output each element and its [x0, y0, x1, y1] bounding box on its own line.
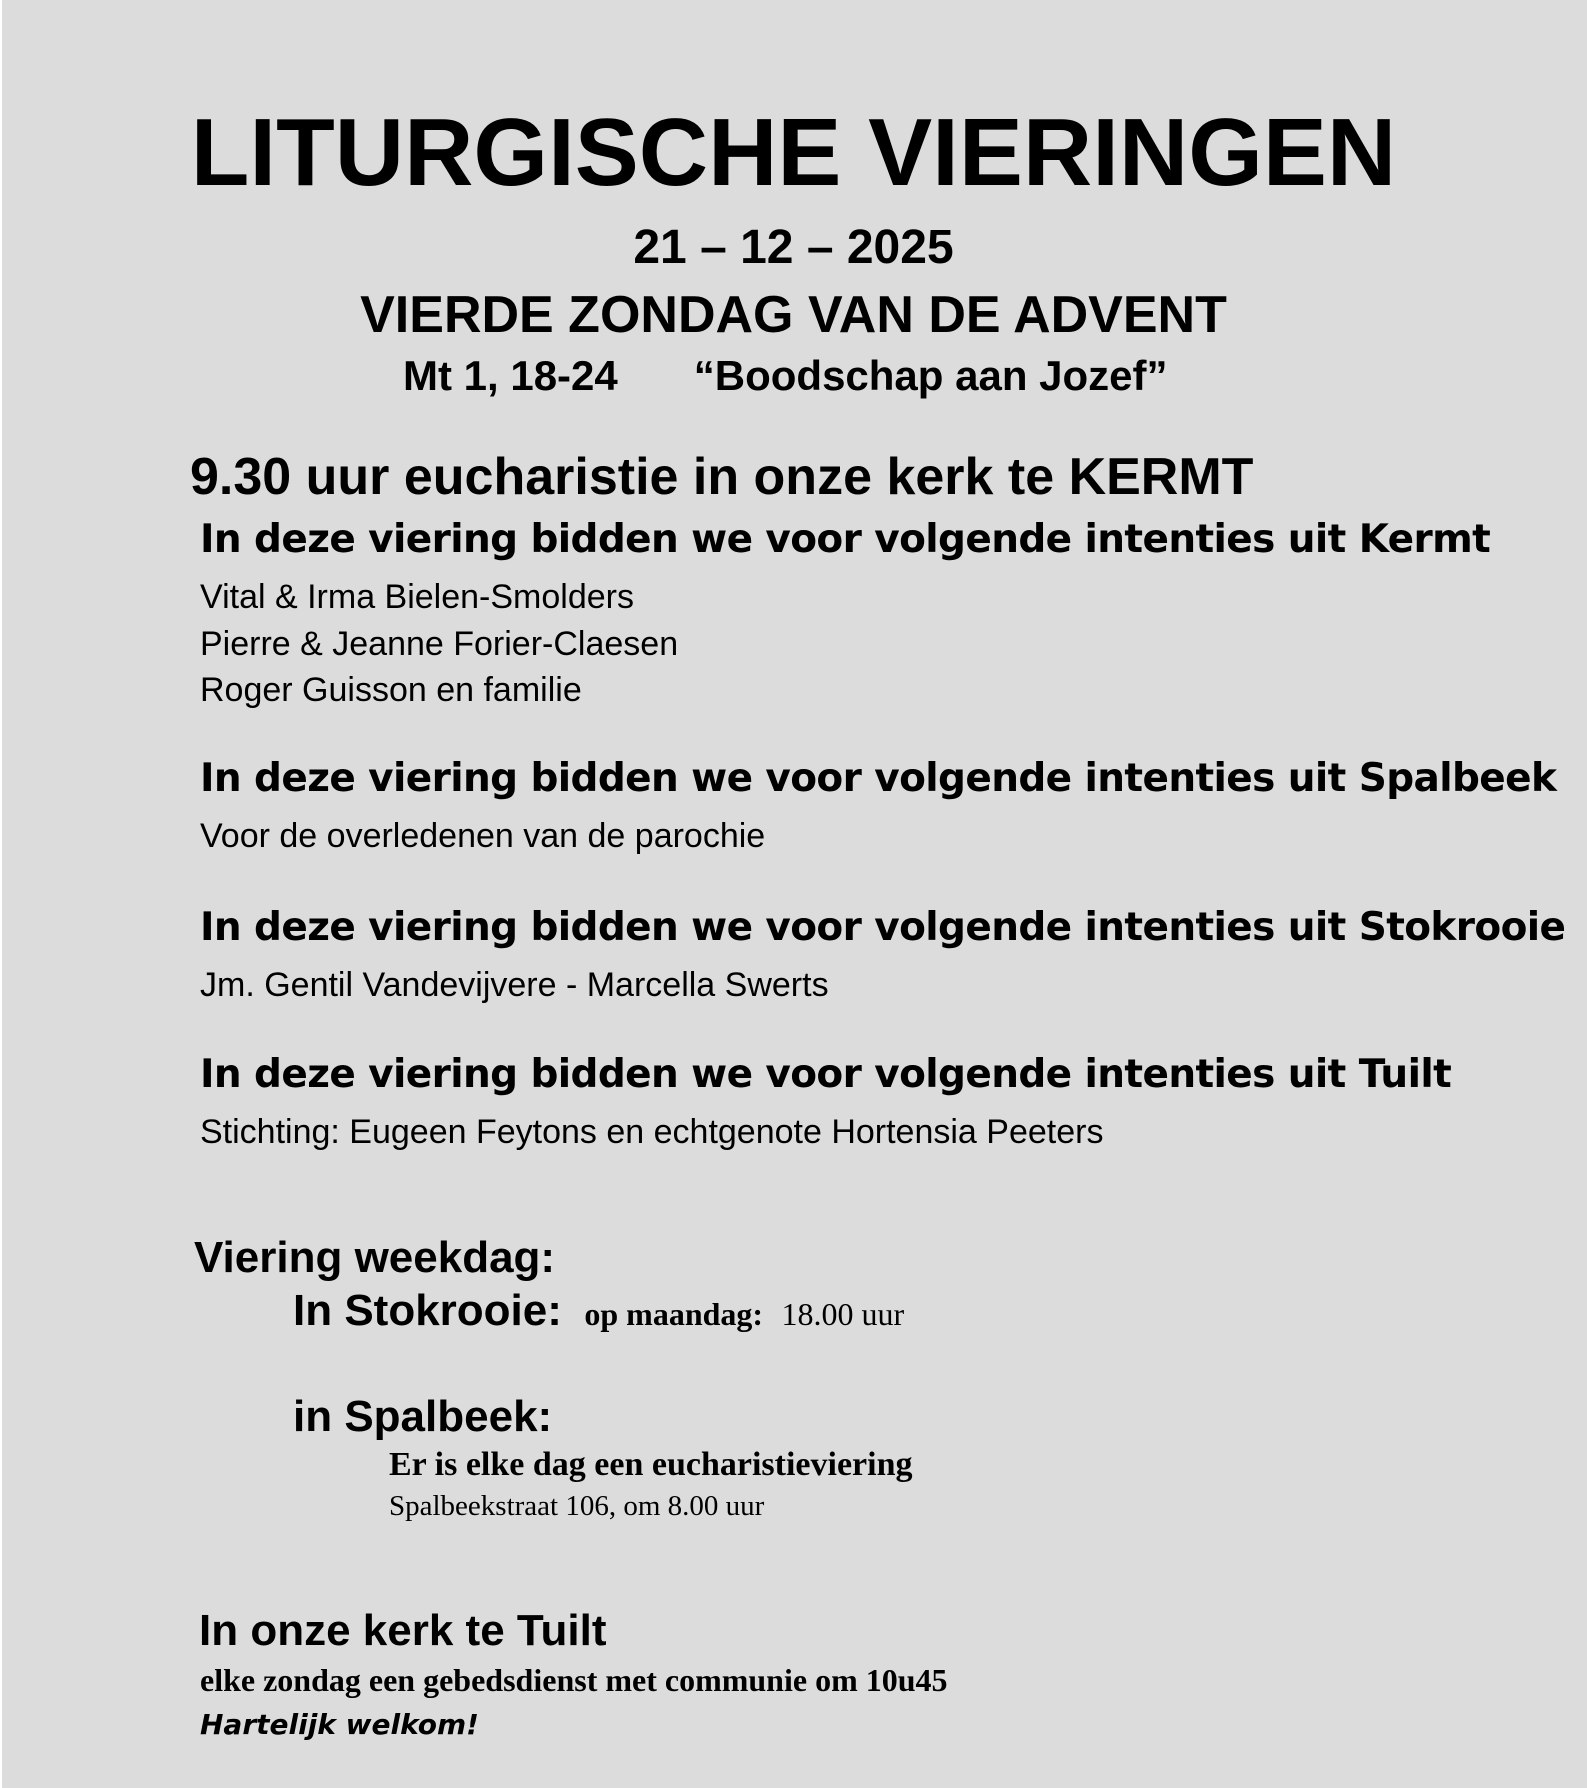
intentions-heading-stokrooie: In deze viering bidden we voor volgende intenties uit Stokrooie	[200, 905, 1566, 950]
page-title: LITURGISCHE VIERINGEN	[190, 99, 1397, 206]
intention-name: Stichting: Eugeen Feytons en echtgenote Hortensia Peeters	[200, 1113, 1104, 1151]
weekday-heading: Viering weekdag:	[194, 1233, 556, 1282]
spalbeek-address: Spalbeekstraat 106, om 8.00 uur	[389, 1490, 765, 1522]
gospel-line	[403, 353, 1168, 399]
gospel-title: “Boodschap aan Jozef”	[693, 352, 1168, 399]
mass-heading: 9.30 uur eucharistie in onze kerk te KERMT	[190, 448, 1254, 506]
intention-name: Pierre & Jeanne Forier-Claesen	[200, 625, 679, 663]
liturgical-sunday: VIERDE ZONDAG VAN DE ADVENT	[360, 286, 1227, 344]
spalbeek-label: in Spalbeek:	[293, 1392, 553, 1441]
tuilt-service-line: elke zondag een gebedsdienst met communie om 10u45	[200, 1662, 948, 1698]
welcome-text: Hartelijk welkom!	[200, 1708, 479, 1741]
stokrooie-day: op maandag:	[584, 1296, 764, 1332]
stokrooie-time: 18.00 uur	[781, 1296, 905, 1332]
intentions-heading-tuilt: In deze viering bidden we voor volgende intenties uit Tuilt	[200, 1052, 1452, 1097]
stokrooie-label: In Stokrooie:	[293, 1286, 562, 1335]
intention-name: Voor de overledenen van de parochie	[200, 817, 766, 855]
stokrooie-weekday-line	[293, 1286, 904, 1337]
intention-name: Vital & Irma Bielen-Smolders	[200, 578, 634, 616]
spalbeek-mass-line: Er is elke dag een eucharistieviering	[389, 1446, 913, 1483]
intentions-heading-spalbeek: In deze viering bidden we voor volgende intenties uit Spalbeek	[200, 756, 1557, 801]
tuilt-heading: In onze kerk te Tuilt	[199, 1606, 607, 1655]
gospel-reference: Mt 1, 18-24	[403, 352, 618, 399]
intention-name: Jm. Gentil Vandevijvere - Marcella Swerts	[200, 966, 829, 1004]
intention-name: Roger Guisson en familie	[200, 671, 582, 709]
intentions-heading-kermt: In deze viering bidden we voor volgende intenties uit Kermt	[200, 517, 1491, 562]
service-date: 21 – 12 – 2025	[633, 221, 954, 274]
